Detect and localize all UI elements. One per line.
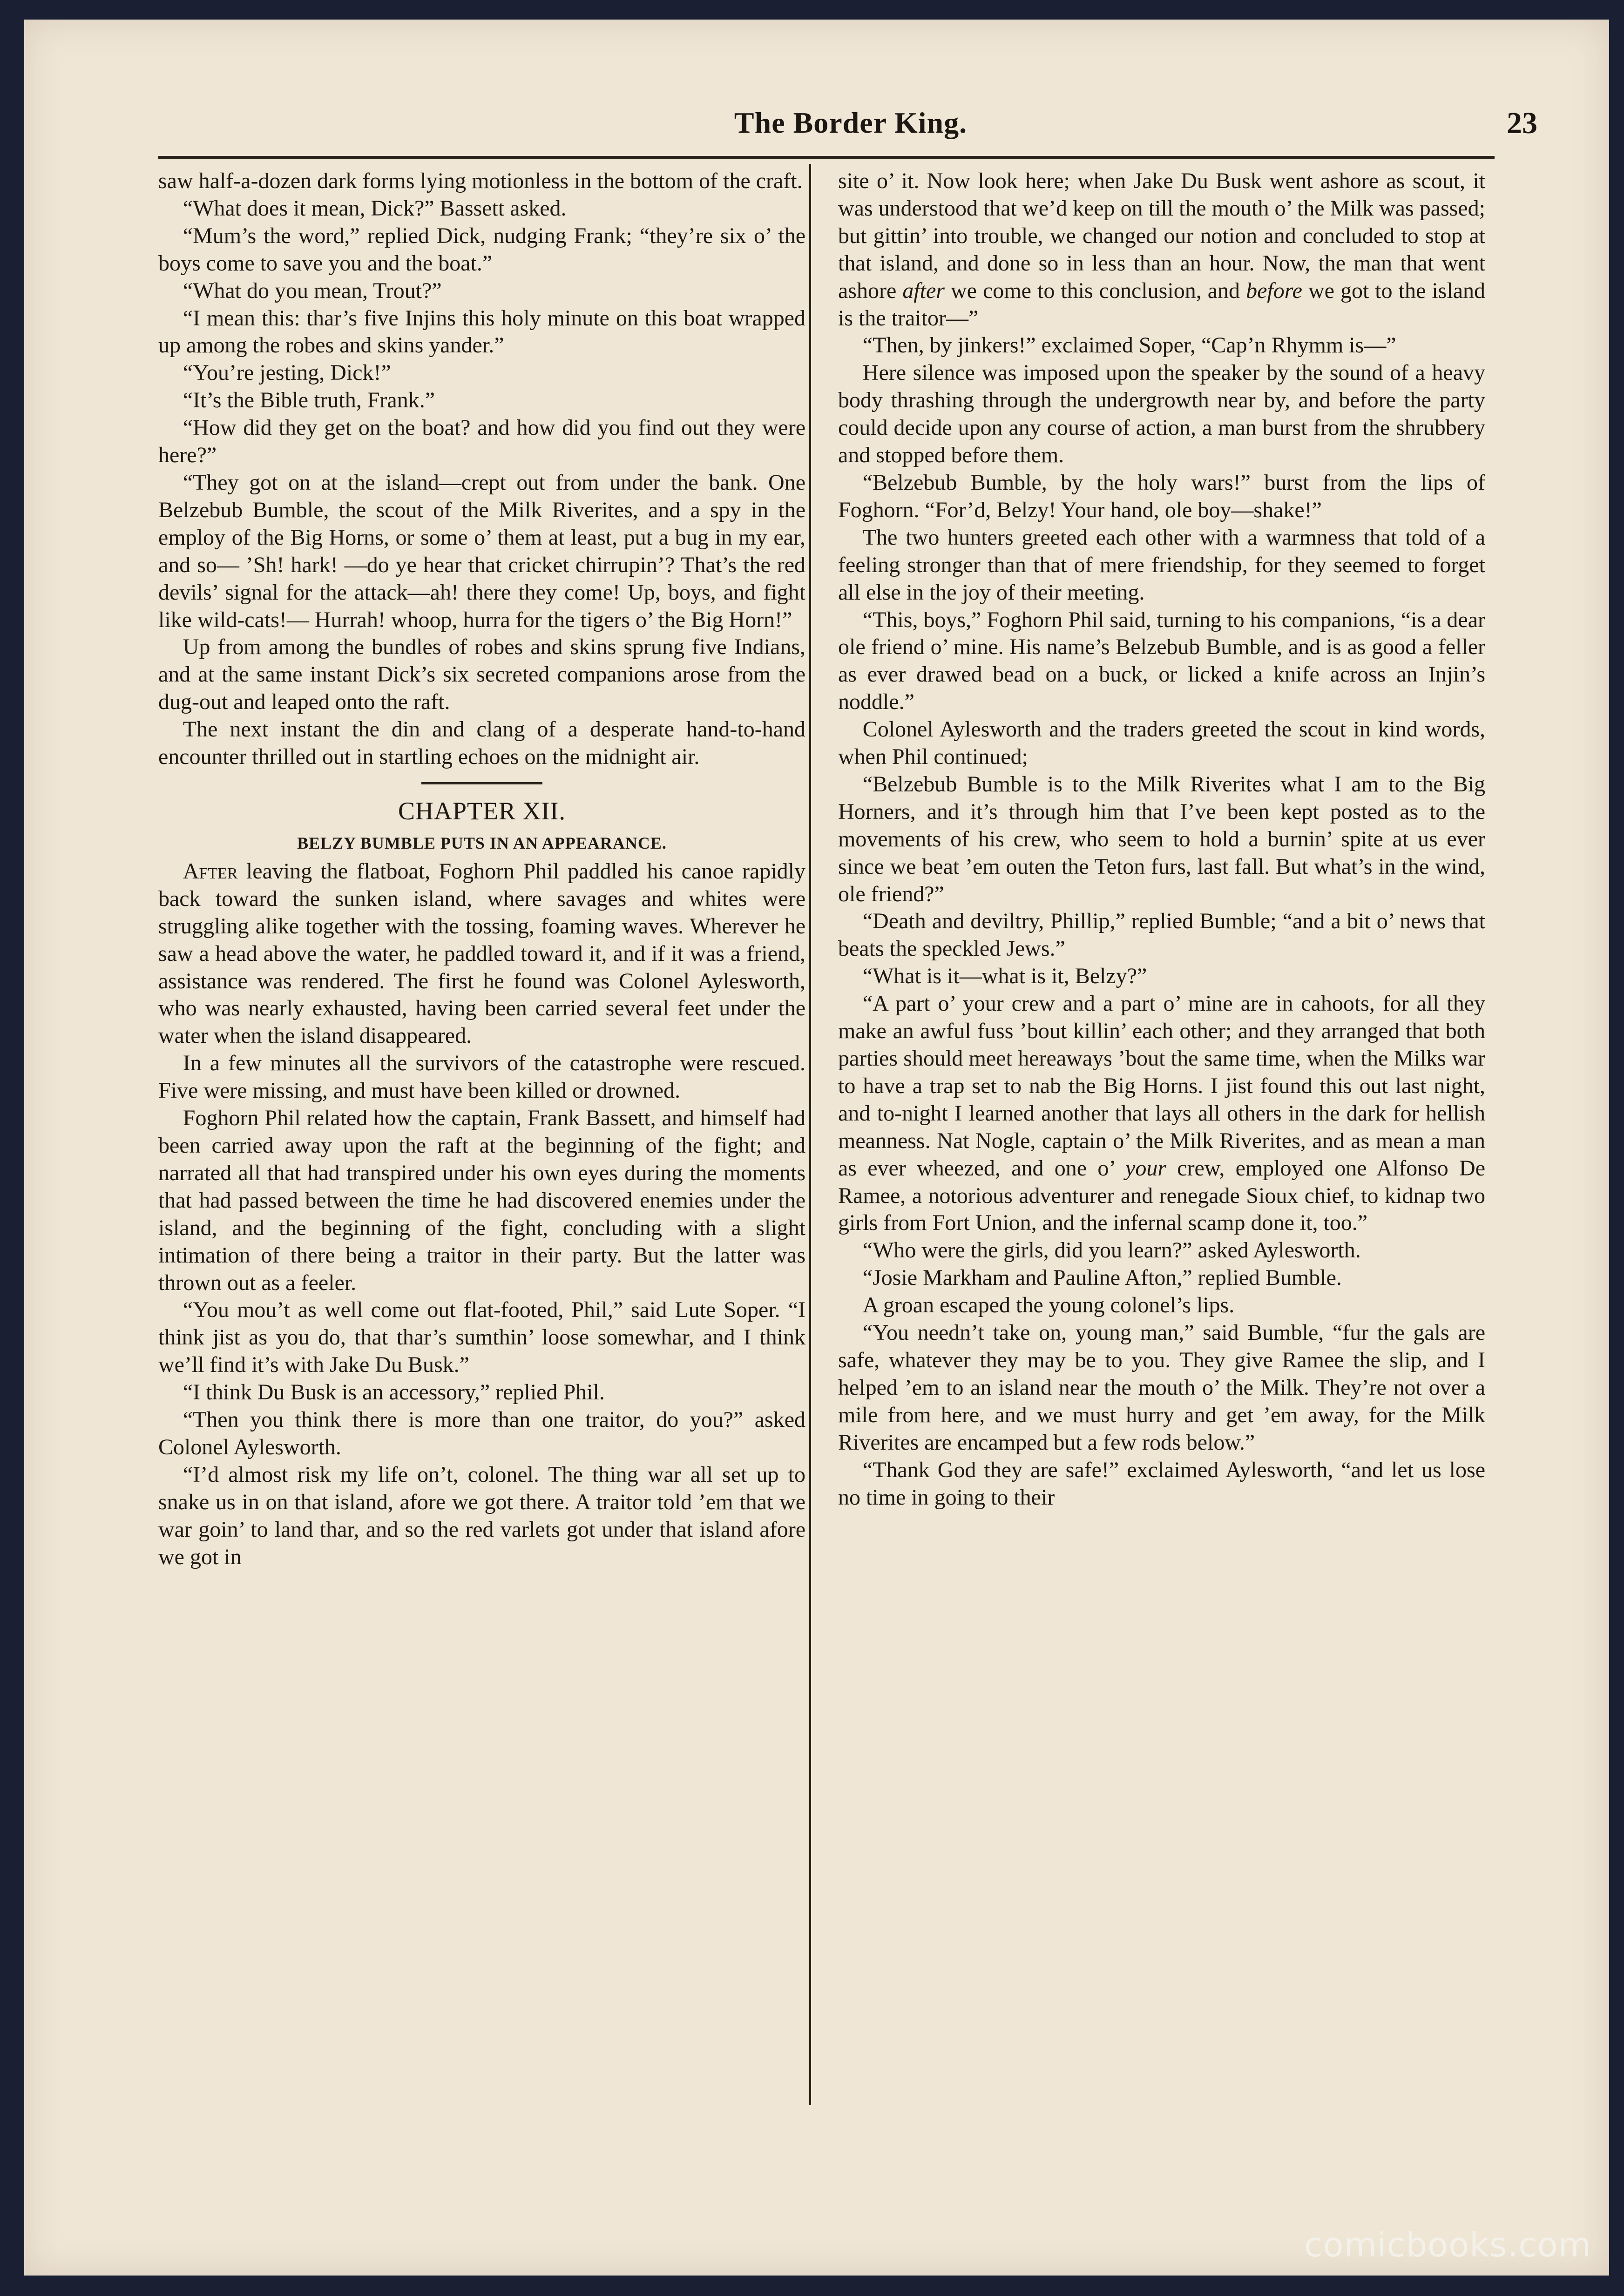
paragraph: In a few minutes all the survivors of the catastrophe were rescued. Five were missing, and must have been killed or drowned. <box>158 1051 805 1103</box>
paragraph: “What is it—what is it, Belzy?” <box>862 964 1147 989</box>
paragraph: “I’d almost risk my life on’t, colonel. The thing war all set up to snake us in on that island, afore we got there. A traitor told ’em that we war goin’ to land thar, and so the red varlets got under that island afore we got in <box>158 1462 805 1569</box>
chapter-first-word: After <box>183 858 238 884</box>
paragraph <box>838 168 1485 332</box>
paragraph <box>838 990 1485 1237</box>
paragraph: “I think Du Busk is an accessory,” replied Phil. <box>183 1380 605 1405</box>
emphasis: after <box>902 278 945 303</box>
paragraph: “What do you mean, Trout?” <box>183 278 442 303</box>
chapter-title: CHAPTER XII. <box>398 797 566 825</box>
paragraph: “This, boys,” Foghorn Phil said, turning to his companions, “is a dear ole friend o’ mine. His name’s Belzebub Bumble, and is as good a feller as ever drawed bead on a buck, or licked a knife across an Injin’s noddle.” <box>838 607 1485 715</box>
running-title: The Border King. <box>734 106 968 139</box>
text-run: site o’ it. Now look here; when Jake Du Busk went ashore as scout, it was understood that we’d keep on till the mouth o’ the Milk was passed; but gittin’ into trouble, we changed our notion and concluded to stop at that island, and done so in less than an hour. Now, the man that went ashore <box>838 169 1485 303</box>
paragraph: “It’s the Bible truth, Frank.” <box>183 388 435 413</box>
chapter-subtitle: BELZY BUMBLE PUTS IN AN APPEARANCE. <box>297 833 667 852</box>
paragraph: “Josie Markham and Pauline Afton,” replied Bumble. <box>862 1265 1342 1290</box>
emphasis: your <box>1125 1155 1167 1181</box>
text-run: “A part o’ your crew and a part o’ mine are in cahoots, for all they make an awful fuss ’bout killin’ each other; and they arranged that both parties should meet hereaways ’bout the same time, when the Milks war to have a trap set to nab the Big Horns. I jist found this out last night, and to-night I learned another that lays all others in the dark for hellish meanness. Nat Nogle, captain o’ the Milk Riverites, and as mean a man as ever wheezed, and one o’ <box>838 991 1485 1181</box>
right-column <box>838 168 1485 2100</box>
paragraph: “Death and deviltry, Phillip,” replied Bumble; “and a bit o’ news that beats the speckled Jews.” <box>838 909 1485 961</box>
watermark: comicbooks.com <box>1304 2225 1591 2264</box>
chapter-opening-text: leaving the flatboat, Foghorn Phil paddled his canoe rapidly back toward the sunken island, where savages and whites were struggling alike together with the tossing, foaming waves. Wherever he saw a head above the water, he paddled toward it, and if it was a friend, assistance was rendered. The first he found was Colonel Aylesworth, who was nearly exhausted, having been carried several feet under the water when the island disappeared. <box>158 858 805 1048</box>
paragraph: “Who were the girls, did you learn?” asked Aylesworth. <box>862 1238 1361 1263</box>
column-divider <box>809 164 811 2105</box>
text-run: we come to this conclusion, and <box>944 278 1246 303</box>
paragraph: “Then you think there is more than one traitor, do you?” asked Colonel Aylesworth. <box>158 1407 805 1459</box>
page-number: 23 <box>1507 106 1537 140</box>
paragraph: “They got on at the island—crept out from under the bank. One Belzebub Bumble, the scout of the Milk Riverites, and a spy in the employ of the Big Horns, or some o’ them at least, put a bug in my ear, and so— ’Sh! hark! —do ye hear that cricket chirrupin’? That’s the red devils’ signal for the attack—ah! there they come! Up, boys, and fight like wild-cats!— Hurrah! whoop, hurra for the tigers o’ the Big Horn!” <box>158 470 805 632</box>
paragraph: Foghorn Phil related how the captain, Frank Bassett, and himself had been carried away upon the raft at the beginning of the fight; and narrated all that had transpired under his own eyes during the moments that had passed between the time he had discovered enemies under the island, and the beginning of the fight, concluding with a slight intimation of there being a traitor in their party. But the latter was thrown out as a feeler. <box>158 1106 805 1295</box>
paragraph: “What does it mean, Dick?” Bassett asked. <box>183 196 567 221</box>
paragraph: “Belzebub Bumble is to the Milk Riverites what I am to the Big Horners, and it’s through him that I’ve been kept posted as to the movements of his crew, who seem to hold a burnin’ spite at us ever since we beat ’em outen the Teton furs, last fall. But what’s in the wind, ole friend?” <box>838 771 1485 906</box>
paragraph: “You needn’t take on, young man,” said Bumble, “fur the gals are safe, whatever they may be to you. They give Ramee the slip, and I helped ’em to an island near the mouth o’ the Milk. They’re not over a mile from here, and we must hurry and get ’em away, for the Milk Riverites are encamped but a few rods below.” <box>838 1320 1485 1455</box>
paragraph: “Belzebub Bumble, by the holy wars!” burst from the lips of Foghorn. “For’d, Belzy! Your hand, ole boy—shake!” <box>838 470 1485 522</box>
paragraph: “Mum’s the word,” replied Dick, nudging Frank; “they’re six o’ the boys come to save you and the boat.” <box>158 223 805 276</box>
paragraph: saw half-a-dozen dark forms lying motionless in the bottom of the craft. <box>158 169 803 193</box>
paragraph: The next instant the din and clang of a desperate hand-to-hand encounter thrilled out in startling echoes on the midnight air. <box>158 717 805 770</box>
paragraph: A groan escaped the young colonel’s lips. <box>862 1293 1235 1318</box>
chapter-rule <box>421 782 542 784</box>
paragraph: Colonel Aylesworth and the traders greeted the scout in kind words, when Phil continued; <box>838 717 1485 770</box>
left-column <box>158 168 805 2100</box>
paragraph: “How did they get on the boat? and how did you find out they were here?” <box>158 415 805 468</box>
paragraph: “Then, by jinkers!” exclaimed Soper, “Cap’n Rhymm is—” <box>862 333 1396 358</box>
paragraph: Here silence was imposed upon the speaker by the sound of a heavy body thrashing through the undergrowth near by, and before the party could decide upon any course of action, a man burst from the shrubbery and stopped before them. <box>838 360 1485 468</box>
paragraph: Up from among the bundles of robes and skins sprung five Indians, and at the same instant Dick’s six secreted companions arose from the dug-out and leaped onto the raft. <box>158 635 805 715</box>
paragraph: The two hunters greeted each other with a warmness that told of a feeling stronger than that of mere friendship, for they seemed to forget all else in the joy of their meeting. <box>838 525 1485 605</box>
chapter-opening-paragraph <box>158 858 805 1050</box>
paragraph: “You’re jesting, Dick!” <box>183 360 391 385</box>
header-rule <box>158 156 1495 159</box>
paragraph: “Thank God they are safe!” exclaimed Aylesworth, “and let us lose no time in going to their <box>838 1457 1485 1510</box>
emphasis: before <box>1246 278 1302 303</box>
text-run: crew, employed one Alfonso De Ramee, a notorious adventurer and renegade Sioux chief, to kidnap two girls from Fort Union, and the infernal scamp done it, too.” <box>838 1155 1485 1236</box>
text-run: we got to the island is the traitor—” <box>838 278 1485 331</box>
paragraph: “You mou’t as well come out flat-footed, Phil,” said Lute Soper. “I think jist as you do, that thar’s sumthin’ loose somewhar, and I think we’ll find it’s with Jake Du Busk.” <box>158 1297 805 1378</box>
page-header <box>164 101 1537 157</box>
paragraph: “I mean this: thar’s five Injins this holy minute on this boat wrapped up among the robes and skins yander.” <box>158 305 805 358</box>
